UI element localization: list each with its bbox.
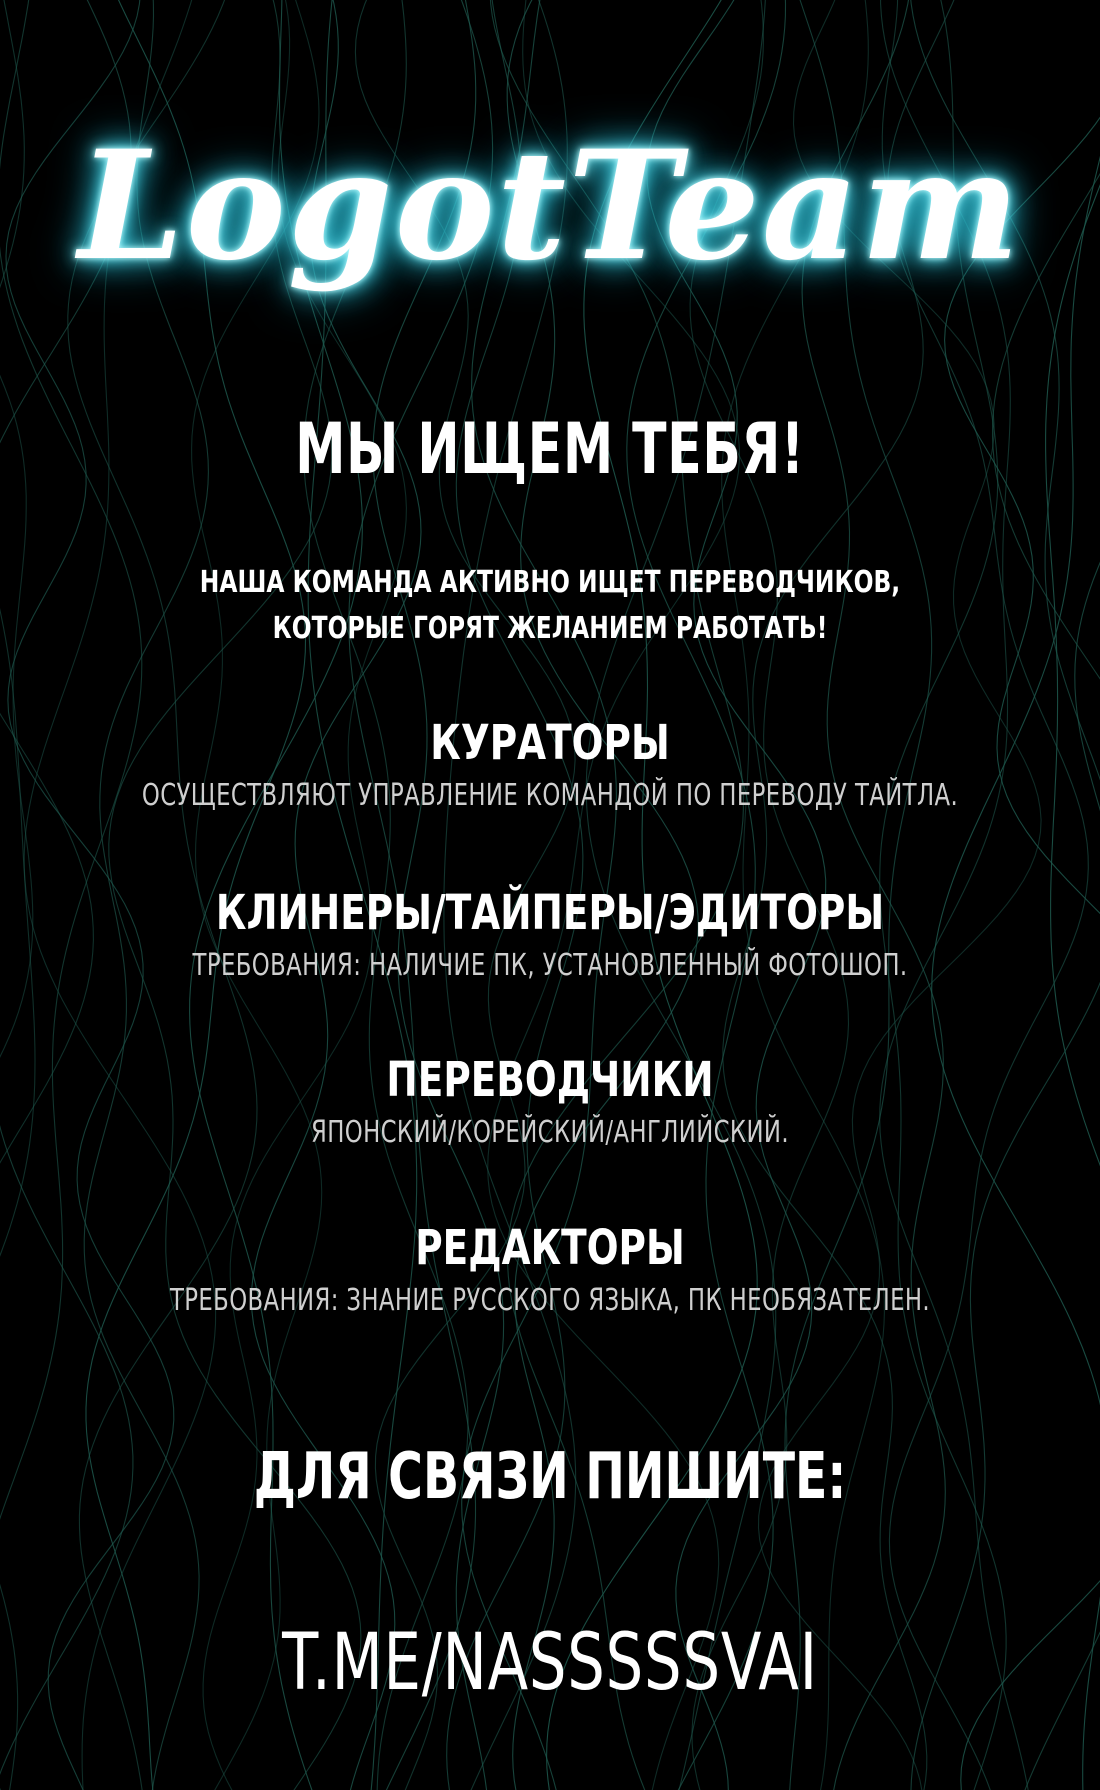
intro-line-2: КОТОРЫЕ ГОРЯТ ЖЕЛАНИЕМ РАБОТАТЬ! (272, 611, 828, 646)
role-desc-translators: ЯПОНСКИЙ/КОРЕЙСКИЙ/АНГЛИЙСКИЙ. (311, 1115, 789, 1150)
logo-team-wordmark: LogotTeam (78, 118, 1022, 294)
headline: МЫ ИЩЕМ ТЕБЯ! (295, 408, 805, 490)
role-title-translators: ПЕРЕВОДЧИКИ (386, 1052, 714, 1108)
role-title-editors: РЕДАКТОРЫ (415, 1220, 685, 1276)
contact-title: ДЛЯ СВЯЗИ ПИШИТЕ: (253, 1440, 847, 1514)
intro-text (121, 560, 979, 652)
role-desc-curators: ОСУЩЕСТВЛЯЮТ УПРАВЛЕНИЕ КОМАНДОЙ ПО ПЕРЕВОДУ ТАЙТЛА. (141, 778, 959, 813)
role-title-curators: КУРАТОРЫ (430, 715, 670, 771)
contact-link[interactable]: T.ME/NASSSSSVAI (282, 1618, 818, 1708)
role-title-cleaners: КЛИНЕРЫ/ТАЙПЕРЫ/ЭДИТОРЫ (215, 885, 885, 941)
role-desc-cleaners: ТРЕБОВАНИЯ: НАЛИЧИЕ ПК, УСТАНОВЛЕННЫЙ ФОТОШОП. (192, 948, 908, 983)
role-desc-editors: ТРЕБОВАНИЯ: ЗНАНИЕ РУССКОГО ЯЗЫКА, ПК НЕОБЯЗАТЕЛЕН. (169, 1283, 931, 1318)
intro-line-1: НАША КОМАНДА АКТИВНО ИЩЕТ ПЕРЕВОДЧИКОВ, (199, 565, 901, 600)
